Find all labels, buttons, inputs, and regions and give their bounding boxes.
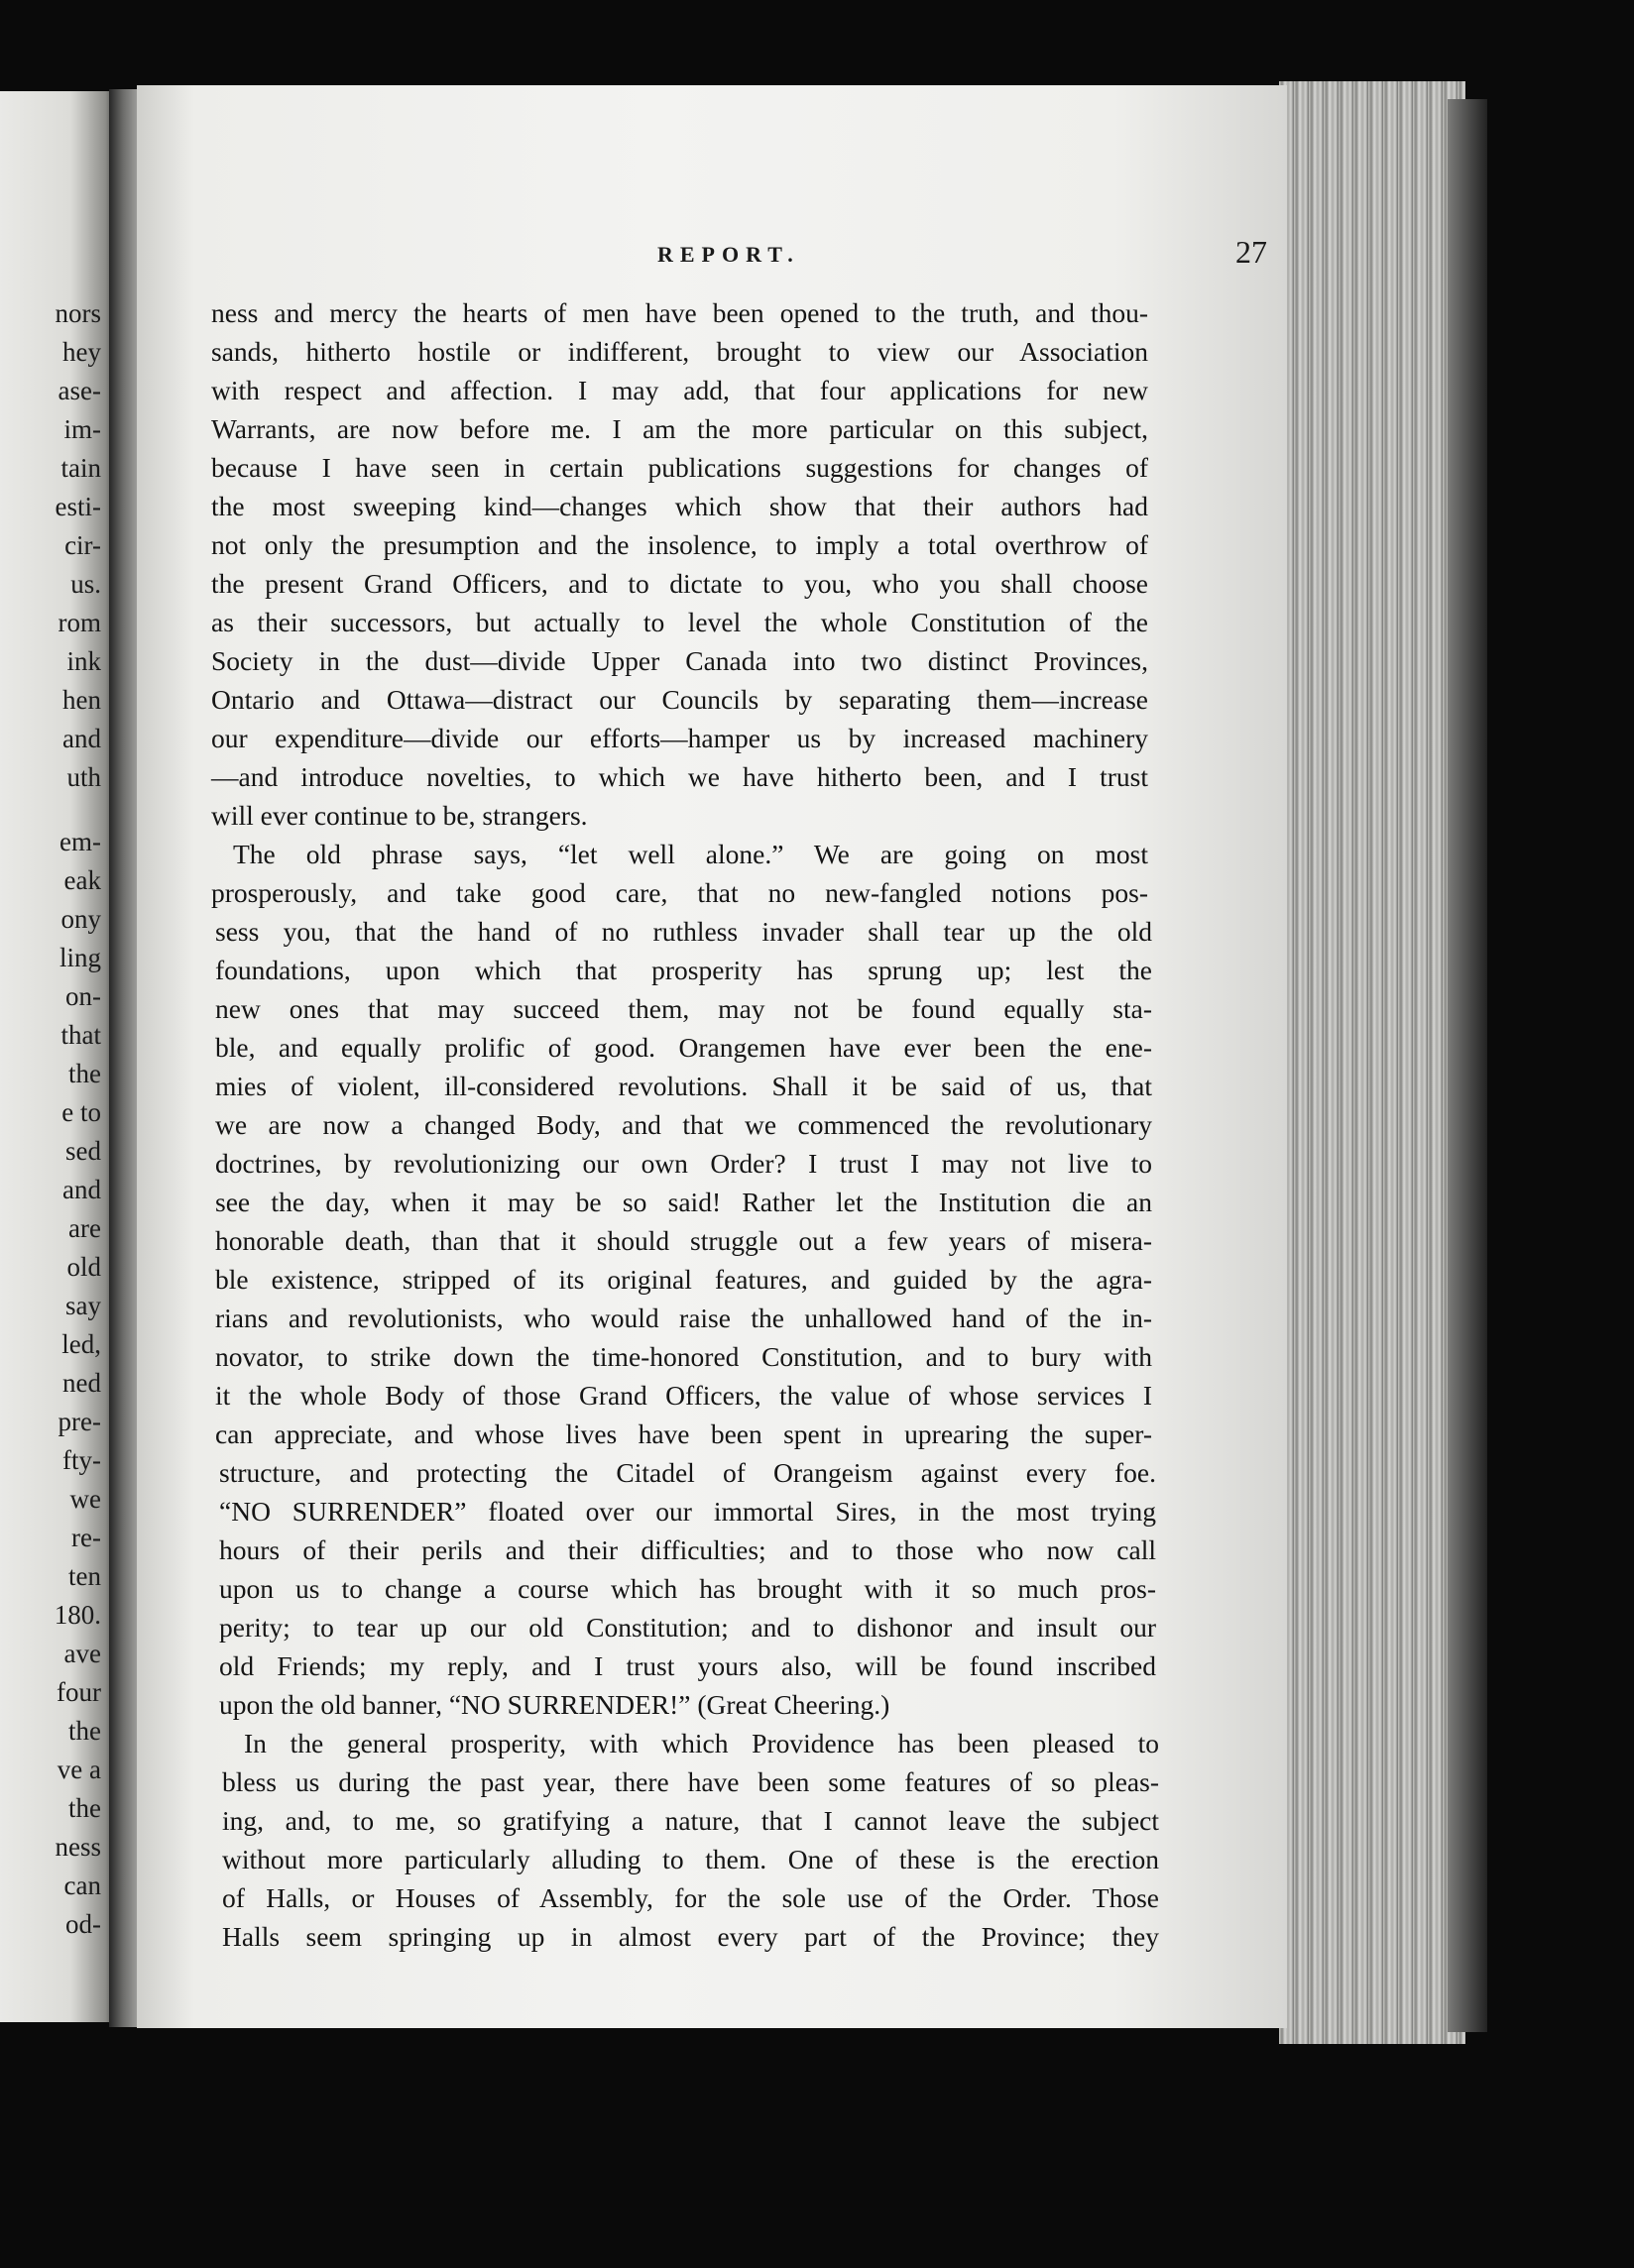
text-line: The old phrase says, “let well alone.” We are going on most xyxy=(233,839,1148,869)
text-line: old Friends; my reply, and I trust yours also, will be found inscribed xyxy=(219,1650,1156,1681)
left-line: and xyxy=(62,1175,101,1204)
left-line: tain xyxy=(60,453,101,483)
text-line: hours of their perils and their difficulties; and to those who now call xyxy=(219,1534,1156,1565)
text-line: can appreciate, and whose lives have been spent in uprearing the super- xyxy=(215,1418,1152,1449)
left-line: are xyxy=(68,1213,101,1243)
left-line: ony xyxy=(60,904,101,934)
left-line: say xyxy=(65,1291,101,1320)
text-line: ble existence, stripped of its original features, and guided by the agra- xyxy=(215,1264,1152,1295)
left-line: eak xyxy=(63,865,101,895)
text-line: foundations, upon which that prosperity has sprung up; lest the xyxy=(215,955,1152,985)
left-line: sed xyxy=(65,1136,101,1166)
text-line: Society in the dust—divide Upper Canada into two distinct Provinces, xyxy=(211,645,1148,676)
text-line: Ontario and Ottawa—distract our Councils by separating them—increase xyxy=(211,684,1148,715)
text-line: with respect and affection. I may add, that four applications for new xyxy=(211,375,1148,405)
left-line: im- xyxy=(63,414,101,444)
text-line: bless us during the past year, there have been some features of so pleas- xyxy=(222,1766,1159,1797)
left-line: em- xyxy=(59,827,101,856)
left-line: hen xyxy=(62,685,101,715)
text-line: upon the old banner, “NO SURRENDER!” (Great Cheering.) xyxy=(219,1689,890,1720)
body-text xyxy=(211,293,1312,1956)
page-edges-shadow xyxy=(1448,99,1487,2032)
text-line: will ever continue to be, strangers. xyxy=(211,800,588,831)
text-line: the most sweeping kind—changes which show that their authors had xyxy=(211,491,1148,521)
text-line: “NO SURRENDER” floated over our immortal Sires, in the most trying xyxy=(219,1496,1156,1527)
left-line: we xyxy=(69,1484,101,1514)
right-page xyxy=(137,85,1287,2028)
left-line: rom xyxy=(58,608,101,637)
left-line: fty- xyxy=(62,1445,101,1475)
text-line: sess you, that the hand of no ruthless invader shall tear up the old xyxy=(215,916,1152,947)
left-line: esti- xyxy=(55,492,101,521)
text-line: doctrines, by revolutionizing our own Order? I trust I may not live to xyxy=(215,1148,1152,1179)
left-line: that xyxy=(60,1020,101,1050)
left-line: 180. xyxy=(54,1600,101,1630)
text-line: it the whole Body of those Grand Officers, the value of whose services I xyxy=(215,1380,1152,1411)
text-line: Warrants, are now before me. I am the more particular on this subject, xyxy=(211,413,1148,444)
left-line: old xyxy=(66,1252,101,1282)
left-line: hey xyxy=(62,337,101,367)
text-line: rians and revolutionists, who would raise the unhallowed hand of the in- xyxy=(215,1303,1152,1333)
left-line: the xyxy=(68,1059,101,1088)
text-line: In the general prosperity, with which Providence has been pleased to xyxy=(244,1728,1159,1758)
left-line: e to xyxy=(61,1097,101,1127)
text-line: new ones that may succeed them, may not be found equally sta- xyxy=(215,993,1152,1024)
text-line: our expenditure—divide our efforts—hamper us by increased machinery xyxy=(211,723,1148,753)
left-line: ave xyxy=(63,1639,101,1668)
text-line: because I have seen in certain publications suggestions for changes of xyxy=(211,452,1148,483)
left-line: ink xyxy=(66,646,101,676)
left-line: ned xyxy=(62,1368,101,1398)
left-line: ness xyxy=(55,1832,101,1862)
text-line: structure, and protecting the Citadel of Orangeism against every foe. xyxy=(219,1457,1156,1488)
left-line: the xyxy=(68,1793,101,1823)
text-line: the present Grand Officers, and to dictate to you, who you shall choose xyxy=(211,568,1148,599)
left-line: on- xyxy=(65,981,101,1011)
left-line: the xyxy=(68,1716,101,1746)
text-line: see the day, when it may be so said! Rather let the Institution die an xyxy=(215,1187,1152,1217)
text-line: we are now a changed Body, and that we commenced the revolutionary xyxy=(215,1109,1152,1140)
page-number: 27 xyxy=(1235,234,1267,270)
text-line: of Halls, or Houses of Assembly, for the sole use of the Order. Those xyxy=(222,1882,1159,1913)
text-line: perity; to tear up our old Constitution; and to dishonor and insult our xyxy=(219,1612,1156,1643)
text-line: upon us to change a course which has brought with it so much pros- xyxy=(219,1573,1156,1604)
left-line: us. xyxy=(70,569,101,599)
text-line: not only the presumption and the insolence, to imply a total overthrow of xyxy=(211,529,1148,560)
text-line: prosperously, and take good care, that no new-fangled notions pos- xyxy=(211,877,1148,908)
left-line: pre- xyxy=(58,1407,101,1436)
left-line: od- xyxy=(65,1909,101,1939)
text-line: —and introduce novelties, to which we have hitherto been, and I trust xyxy=(211,761,1148,792)
left-line: ten xyxy=(68,1561,101,1591)
text-line: Halls seem springing up in almost every part of the Province; they xyxy=(222,1921,1159,1952)
left-page-text xyxy=(55,294,101,1944)
left-line: ase- xyxy=(58,376,101,405)
left-line: re- xyxy=(71,1523,101,1552)
left-line: led, xyxy=(61,1329,101,1359)
page-header xyxy=(216,234,1292,278)
text-line: novator, to strike down the time-honored Constitution, and to bury with xyxy=(215,1341,1152,1372)
left-line: uth xyxy=(66,762,101,792)
text-line: ing, and, to me, so gratifying a nature, that I cannot leave the subject xyxy=(222,1805,1159,1836)
left-line: four xyxy=(57,1677,101,1707)
left-line: ve a xyxy=(57,1755,101,1784)
text-line: mies of violent, ill-considered revolutions. Shall it be said of us, that xyxy=(215,1071,1152,1101)
text-line: sands, hitherto hostile or indifferent, brought to view our Association xyxy=(211,336,1148,367)
left-page-fragment xyxy=(0,91,117,2022)
text-line: ness and mercy the hearts of men have been opened to the truth, and thou- xyxy=(211,297,1148,328)
text-line: honorable death, than that it should struggle out a few years of misera- xyxy=(215,1225,1152,1256)
text-line: ble, and equally prolific of good. Orangemen have ever been the ene- xyxy=(215,1032,1152,1063)
text-line: as their successors, but actually to level the whole Constitution of the xyxy=(211,607,1148,637)
left-line: ling xyxy=(58,943,101,972)
left-line: can xyxy=(63,1871,101,1900)
running-head: REPORT. xyxy=(657,242,800,267)
text-line: without more particularly alluding to them. One of these is the erection xyxy=(222,1844,1159,1874)
left-line: nors xyxy=(55,298,101,328)
left-line: cir- xyxy=(64,530,101,560)
left-line: and xyxy=(62,724,101,753)
